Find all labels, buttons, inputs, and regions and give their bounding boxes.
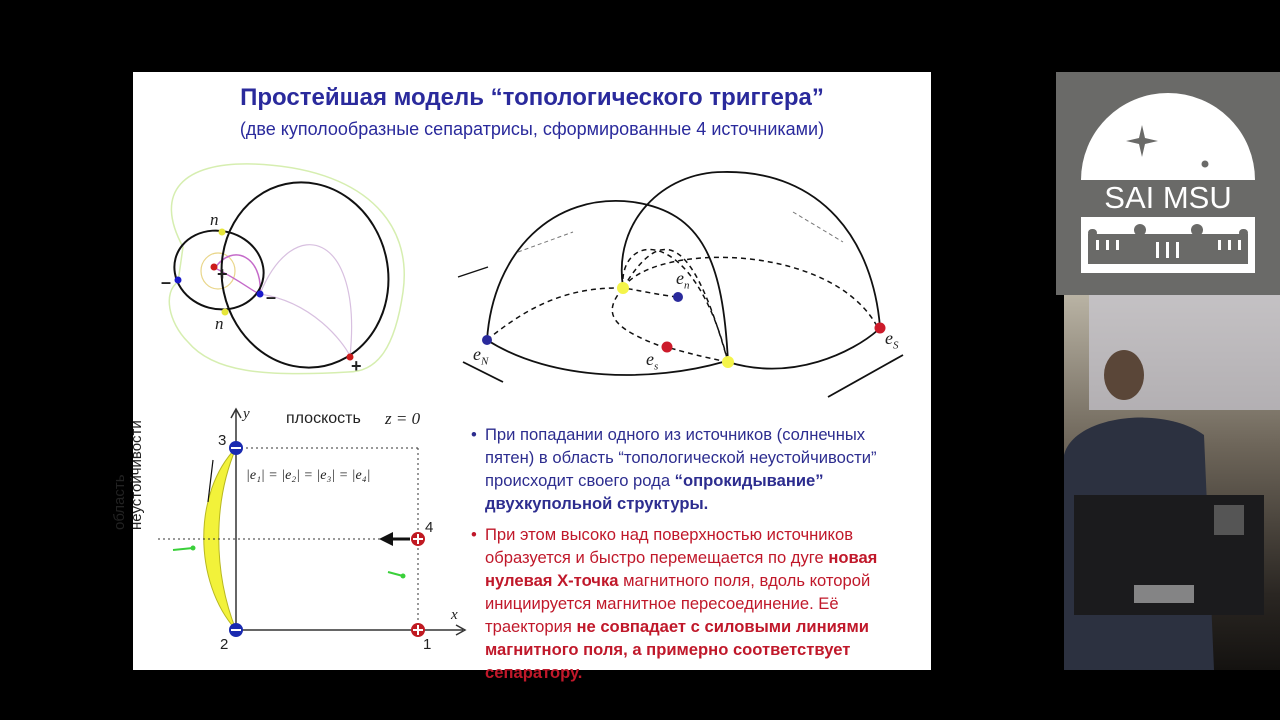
slide-subtitle: (две куполообразные сепаратрисы, сформированные 4 источниками) xyxy=(239,119,825,139)
es-label: $e_s$ xyxy=(646,349,659,373)
bullet-item: • При попадании одного из источников (солнечных пятен) в область “топологической неустойчивости” происходит своего рода “опрокидывание” двухкупольной структуры. xyxy=(471,425,877,513)
sai-msu-logo xyxy=(1056,72,1280,295)
plus-label: + xyxy=(217,264,228,284)
slide-title: Простейшая модель “топологического триггера” xyxy=(240,84,824,111)
null-point-top xyxy=(219,229,226,236)
negative-source xyxy=(175,277,182,284)
presentation-slide xyxy=(111,72,931,682)
n-label: n xyxy=(210,210,219,229)
x-axis-label: x xyxy=(451,607,458,623)
plane-equation: z = 0 xyxy=(385,409,421,428)
bullet-item: • При этом высоко над поверхностью источников образуется и быстро перемещается по дуге новая нулевая X-точка магнитного поля, вдоль которой инициируется магнитное пересоединение. Её траектория не совпадает с силовыми линиями магнитного поля, а примерно соответствует сепаратору. xyxy=(471,525,878,682)
negative-source xyxy=(257,291,264,298)
source-en xyxy=(673,292,683,302)
source-es xyxy=(662,342,673,353)
eN-label: $e_N$ xyxy=(473,344,489,368)
plus-label: + xyxy=(351,356,362,376)
source-1-label: 1 xyxy=(423,636,432,653)
n-label: n xyxy=(215,314,224,333)
speaker-video xyxy=(1064,295,1280,670)
minus-label: – xyxy=(266,287,277,307)
logo-text: SAI MSU xyxy=(1104,180,1232,215)
y-axis-label: y xyxy=(243,406,250,422)
minus-label: – xyxy=(161,272,172,292)
eS-label: $e_S$ xyxy=(885,328,899,352)
source-4-label: 4 xyxy=(425,519,434,536)
en-label: $e_n$ xyxy=(676,268,690,292)
source-eS xyxy=(875,323,886,334)
plane-label: плоскость xyxy=(286,410,361,427)
bullet-list xyxy=(471,423,915,692)
equality-label: |e₁| = |e₂| = |e₃| = |e₄| xyxy=(246,468,371,483)
source-3-label: 3 xyxy=(218,432,227,449)
source-2-label: 2 xyxy=(220,636,229,653)
plane-diagram xyxy=(158,409,465,637)
separatrix-diagram xyxy=(165,164,405,383)
instability-region-label: область неустойчивости xyxy=(111,420,145,530)
